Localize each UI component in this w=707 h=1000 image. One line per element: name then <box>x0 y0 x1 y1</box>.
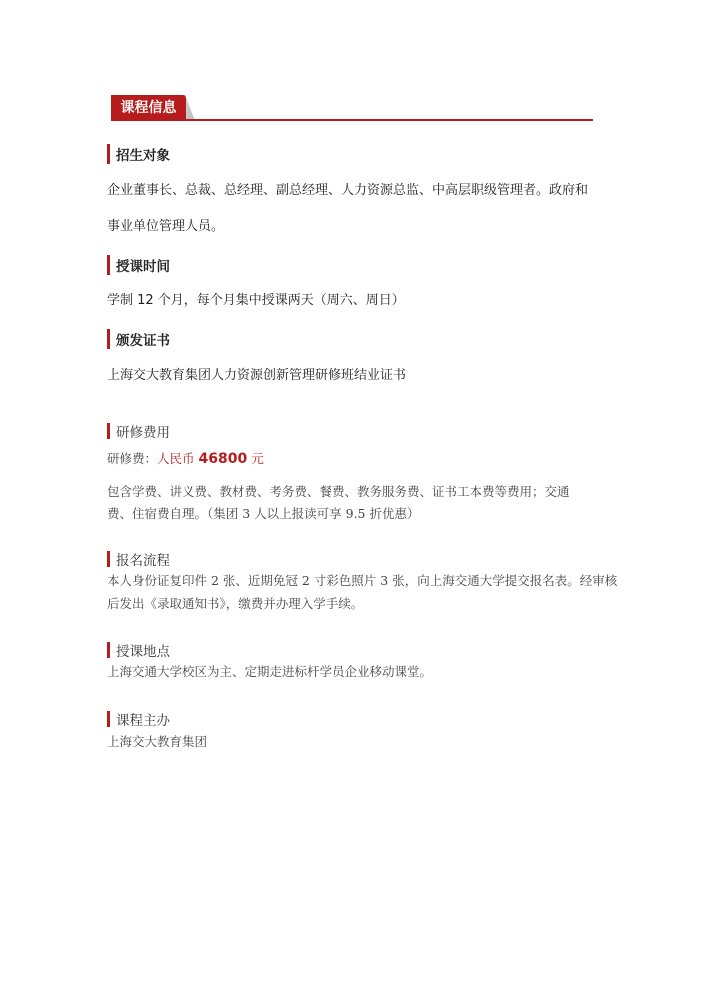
section-marker <box>107 711 110 727</box>
fee-amount: 46800 <box>198 451 248 467</box>
section-marker <box>107 329 110 349</box>
fee-unit: 元 <box>251 451 264 466</box>
fee-currency: 人民币 <box>157 451 195 466</box>
fee-label: 研修费： <box>107 451 158 466</box>
section-title: 颁发证书 <box>116 333 170 349</box>
target-text-line2: 事业单位管理人员。 <box>107 219 225 234</box>
section-marker <box>107 642 110 658</box>
organizer-text: 上海交大教育集团 <box>107 734 208 749</box>
header-underline <box>111 119 593 121</box>
section-title: 招生对象 <box>116 148 170 164</box>
section-apply-heading <box>107 549 170 569</box>
section-title: 报名流程 <box>116 553 170 569</box>
fee-note-line1: 包含学费、讲义费、教材费、考务费、餐费、教务服务费、证书工本费等费用；交通 <box>107 484 570 499</box>
certificate-text: 上海交大教育集团人力资源创新管理研修班结业证书 <box>107 368 407 383</box>
apply-text-line1: 本人身份证复印件 2 张、近期免冠 2 寸彩色照片 3 张，向上海交通大学提交报名表。经审核 <box>107 573 618 588</box>
section-marker <box>107 423 110 439</box>
fee-line <box>107 449 603 469</box>
location-text: 上海交通大学校区为主、定期走进标杆学员企业移动课堂。 <box>107 664 433 679</box>
apply-text-line2: 后发出《录取通知书》，缴费并办理入学手续。 <box>107 596 364 611</box>
section-title: 授课时间 <box>116 259 170 275</box>
section-title: 课程主办 <box>116 713 170 729</box>
section-marker <box>107 551 110 567</box>
section-title: 研修费用 <box>116 425 170 441</box>
section-marker <box>107 144 110 164</box>
section-title: 授课地点 <box>116 644 170 660</box>
section-target-heading <box>107 144 170 164</box>
fee-note-line2: 费、住宿费自理。（集团 3 人以上报读可享 9.5 折优惠） <box>107 506 420 521</box>
section-fee-heading <box>107 421 170 441</box>
section-schedule-heading <box>107 255 170 275</box>
schedule-text: 学制 12 个月，每个月集中授课两天（周六、周日） <box>107 293 405 308</box>
course-info-header <box>111 92 593 122</box>
section-location-heading <box>107 640 170 660</box>
section-marker <box>107 255 110 275</box>
header-title: 课程信息 <box>111 95 186 121</box>
target-text-line1: 企业董事长、总裁、总经理、副总经理、人力资源总监、中高层职级管理者。政府和 <box>107 183 589 198</box>
section-certificate-heading <box>107 329 170 349</box>
section-organizer-heading <box>107 709 170 729</box>
